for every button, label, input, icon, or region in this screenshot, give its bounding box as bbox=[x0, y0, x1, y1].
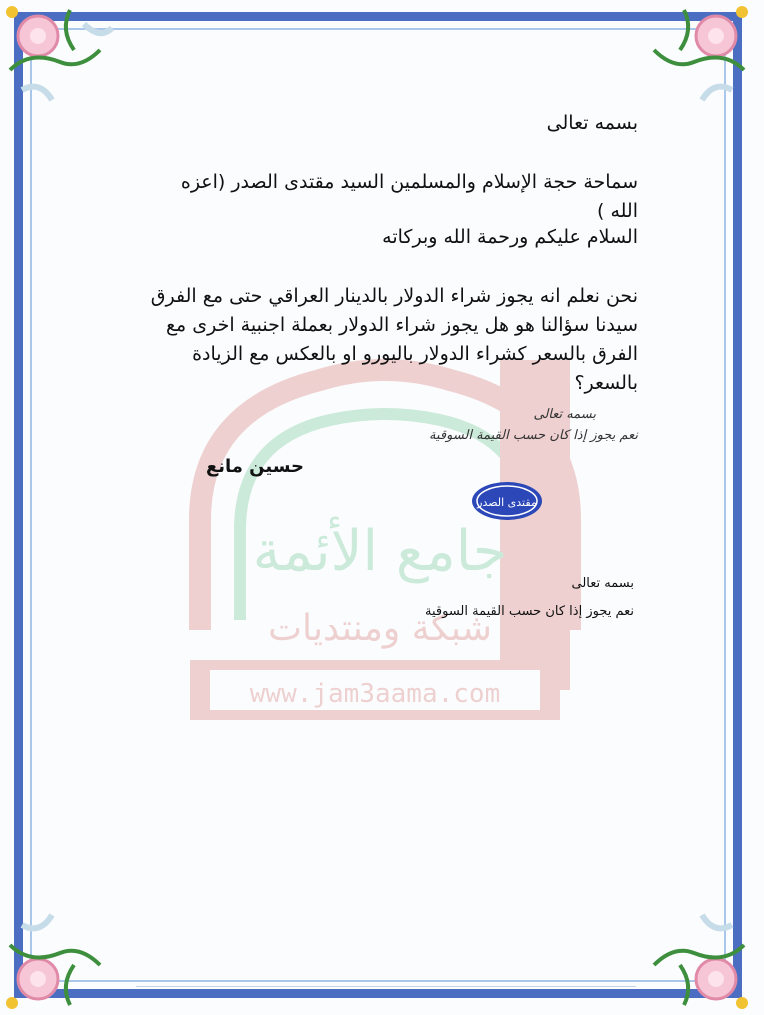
ornament-corner-bottom-left bbox=[0, 895, 120, 1015]
ornament-corner-top-right bbox=[634, 0, 754, 120]
handwritten-answer: نعم يجوز إذا كان حسب القيمة السوقية bbox=[429, 428, 638, 443]
watermark-arabic-top: جامع الأئمة bbox=[252, 519, 508, 584]
greeting-line: السلام عليكم ورحمة الله وبركاته bbox=[382, 226, 638, 248]
basmala-heading: بسمه تعالى bbox=[546, 112, 638, 134]
seal-text: مقتدى الصدر bbox=[477, 496, 537, 509]
ornament-corner-bottom-right bbox=[634, 895, 754, 1015]
answer-text: نعم يجوز إذا كان حسب القيمة السوقية bbox=[425, 604, 634, 619]
addressee-line: سماحة حجة الإسلام والمسلمين السيد مقتدى الصدر (اعزه الله ) bbox=[180, 171, 638, 222]
answer-title: بسمه تعالى bbox=[571, 576, 634, 591]
handwritten-basmala: بسمه تعالى bbox=[533, 407, 596, 422]
ornament-corner-top-left bbox=[0, 0, 120, 120]
watermark-arabic-bottom: شبكة ومنتديات bbox=[268, 608, 492, 649]
watermark-site: www.jam3aama.com bbox=[249, 679, 501, 709]
sender-name: حسين مانع bbox=[205, 456, 304, 477]
footer-divider bbox=[136, 986, 636, 987]
question-paragraph: نحن نعلم انه يجوز شراء الدولار بالدينار العراقي حتى مع الفرق سيدنا سؤالنا هو هل يجوز شراء الدولار بعملة اجنبية اخرى مع الفرق بالسعر كشراء الدولار باليورو او بالعكس مع الزيادة بالسعر؟ bbox=[150, 285, 638, 394]
seal-stamp bbox=[470, 480, 544, 522]
